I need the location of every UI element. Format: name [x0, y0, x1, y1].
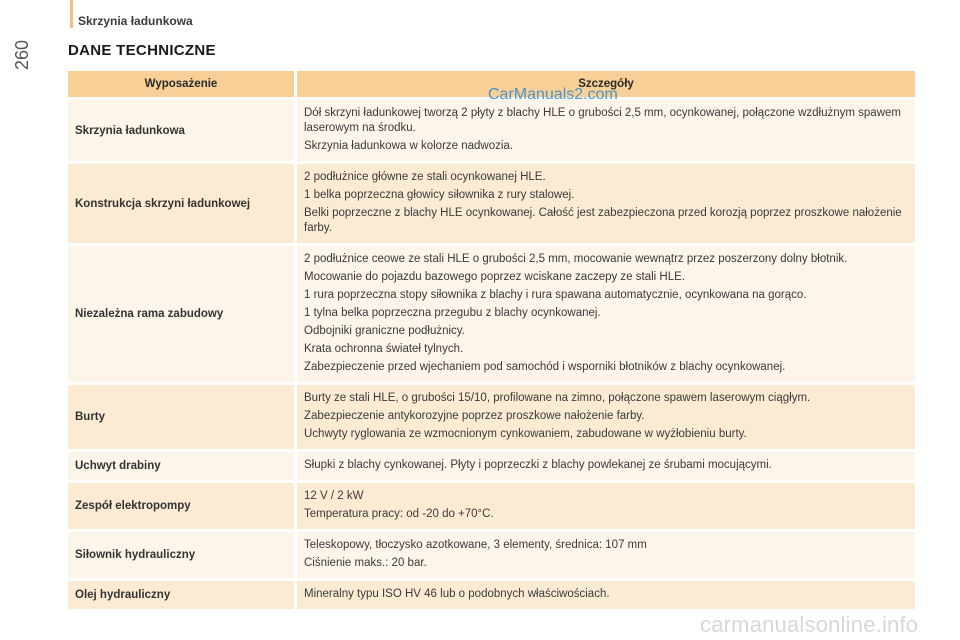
- table-body: [68, 100, 915, 609]
- row-label: Olej hydrauliczny: [68, 581, 297, 609]
- row-details: [297, 100, 915, 161]
- row-details: [297, 246, 915, 382]
- detail-line: Mocowanie do pojazdu bazowego poprzez wciskane zaczepy ze stali HLE.: [304, 271, 685, 283]
- row-label: Konstrukcja skrzyni ładunkowej: [68, 164, 297, 243]
- column-header-details: Szczegóły: [297, 71, 915, 97]
- page-title: DANE TECHNICZNE: [68, 42, 216, 59]
- column-header-equipment: Wyposażenie: [68, 71, 297, 97]
- detail-line: 1 belka poprzeczna głowicy siłownika z rury stalowej.: [304, 189, 575, 201]
- row-label: Skrzynia ładunkowa: [68, 100, 297, 161]
- detail-line: Teleskopowy, tłoczysko azotkowane, 3 elementy, średnica: 107 mm: [304, 539, 647, 551]
- section-name: Skrzynia ładunkowa: [78, 14, 193, 28]
- detail-line: Uchwyty ryglowania ze wzmocnionym cynkowaniem, zabudowane w wyżłobieniu burty.: [304, 428, 747, 440]
- row-label: Burty: [68, 385, 297, 449]
- detail-line: Burty ze stali HLE, o grubości 15/10, profilowane na zimno, połączone spawem laserowym ciągłym.: [304, 392, 811, 404]
- row-details: [297, 532, 915, 578]
- table-row: [68, 246, 915, 382]
- table-row: [68, 581, 915, 609]
- detail-line: Belki poprzeczne z blachy HLE ocynkowanej. Całość jest zabezpieczona przed korozją poprzez proszkowe nałożenie farby.: [304, 207, 902, 234]
- table-row: [68, 385, 915, 449]
- section-marker-bar: [70, 0, 73, 28]
- detail-line: 1 rura poprzeczna stopy siłownika z blachy i rura spawana automatycznie, ocynkowana na gorąco.: [304, 289, 807, 301]
- detail-line: Odbojniki graniczne podłużnicy.: [304, 325, 465, 337]
- row-details: [297, 483, 915, 529]
- row-details: [297, 581, 915, 609]
- row-details: [297, 385, 915, 449]
- page-number: 260: [12, 39, 32, 70]
- row-label: Uchwyt drabiny: [68, 452, 297, 480]
- table-row: [68, 532, 915, 578]
- detail-line: Słupki z blachy cynkowanej. Płyty i poprzeczki z blachy powlekanej ze śrubami mocującymi.: [304, 459, 772, 471]
- detail-line: Skrzynia ładunkowa w kolorze nadwozia.: [304, 140, 514, 152]
- detail-line: Temperatura pracy: od -20 do +70°C.: [304, 508, 494, 520]
- detail-line: Zabezpieczenie przed wjechaniem pod samochód i wsporniki błotników z blachy ocynkowanej.: [304, 361, 786, 373]
- row-label: Siłownik hydrauliczny: [68, 532, 297, 578]
- detail-line: Mineralny typu ISO HV 46 lub o podobnych właściwościach.: [304, 588, 610, 600]
- row-details: [297, 164, 915, 243]
- watermark-carmanualsonline: carmanualsonline.info: [700, 612, 919, 637]
- detail-line: Ciśnienie maks.: 20 bar.: [304, 557, 427, 569]
- detail-line: 2 podłużnice ceowe ze stali HLE o grubości 2,5 mm, mocowanie wewnątrz przez poszerzony dolny błotnik.: [304, 253, 848, 265]
- table-row: [68, 164, 915, 243]
- watermark-carmanuals2: CarManuals2.com: [488, 86, 618, 103]
- table-row: [68, 483, 915, 529]
- detail-line: 12 V / 2 kW: [304, 490, 364, 502]
- technical-data-table: [68, 68, 915, 612]
- row-label: Zespół elektropompy: [68, 483, 297, 529]
- table-row: [68, 100, 915, 161]
- detail-line: 1 tylna belka poprzeczna przegubu z blachy ocynkowanej.: [304, 307, 601, 319]
- detail-line: Zabezpieczenie antykorozyjne poprzez proszkowe nałożenie farby.: [304, 410, 645, 422]
- detail-line: 2 podłużnice główne ze stali ocynkowanej HLE.: [304, 171, 546, 183]
- detail-line: Krata ochronna świateł tylnych.: [304, 343, 464, 355]
- table-row: [68, 452, 915, 480]
- detail-line: Dół skrzyni ładunkowej tworzą 2 płyty z blachy HLE o grubości 2,5 mm, ocynkowanej, połączone wzdłużnym spawem laserowym na środku.: [304, 107, 901, 134]
- row-details: [297, 452, 915, 480]
- row-label: Niezależna rama zabudowy: [68, 246, 297, 382]
